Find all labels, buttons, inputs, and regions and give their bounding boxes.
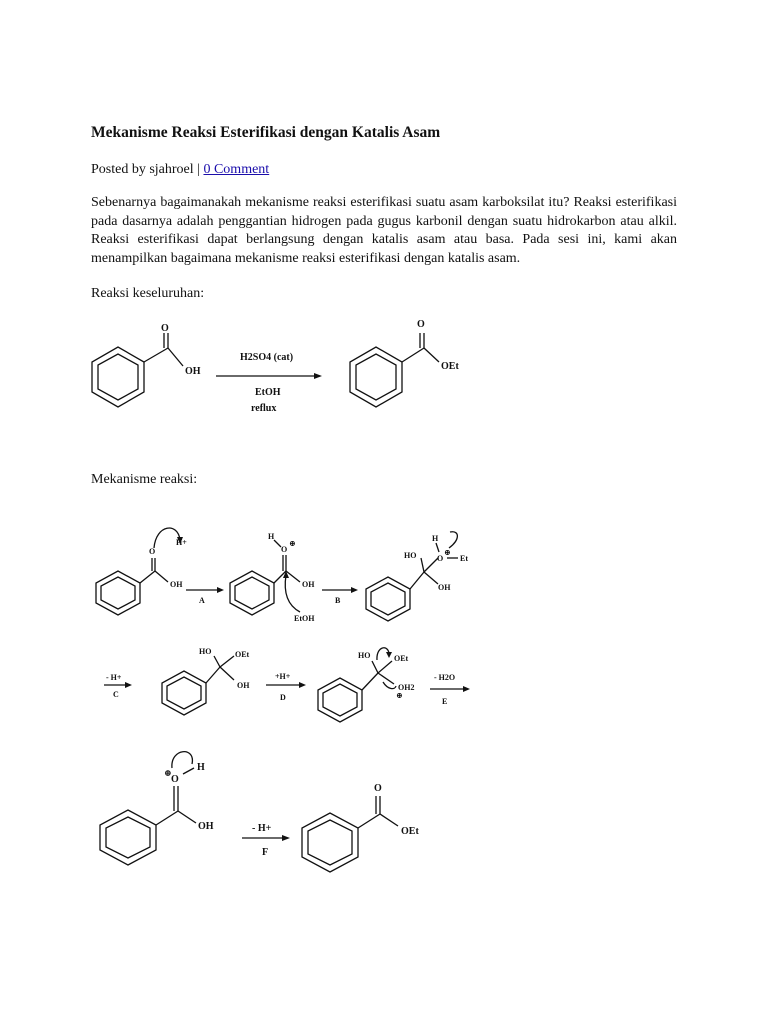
mech-structure-7 — [302, 783, 419, 872]
mech4-oet: OEt — [235, 650, 250, 659]
arrow-d — [266, 672, 306, 702]
mech3-oh: OH — [438, 583, 451, 592]
mech2-etoh: EtOH — [294, 614, 315, 623]
product-o: O — [417, 319, 425, 330]
arrow-f-label: F — [262, 847, 269, 858]
reactant-oh: OH — [185, 366, 201, 377]
mech6-oh: OH — [198, 821, 214, 832]
mech1-o: O — [149, 547, 156, 556]
mech6-o: O — [171, 774, 179, 785]
mech-structure-4 — [162, 647, 250, 715]
mech-structure-2 — [230, 532, 315, 623]
mech5-ho: HO — [358, 651, 371, 660]
product-oet: OEt — [441, 361, 459, 372]
mech-structure-1 — [96, 528, 187, 615]
reagent-mid: EtOH — [255, 387, 281, 398]
mech3-et: Et — [460, 554, 468, 563]
arrow-a-label: A — [199, 596, 205, 605]
mech1-hplus: H+ — [176, 538, 187, 547]
article-title: Mekanisme Reaksi Esterifikasi dengan Katalis Asam — [91, 124, 441, 141]
mech2-oh: OH — [302, 580, 315, 589]
mech3-o: O — [437, 554, 444, 563]
mech-structure-6 — [100, 752, 214, 865]
arrow-e — [430, 673, 470, 706]
arrow-b-label: B — [335, 596, 341, 605]
mech1-oh: OH — [170, 580, 183, 589]
arrow-c — [104, 673, 132, 699]
mech4-ho: HO — [199, 647, 212, 656]
mech4-oh: OH — [237, 681, 250, 690]
overall-reaction-label: Reaksi keseluruhan: — [91, 286, 205, 301]
arrow-d-top: +H+ — [275, 672, 291, 681]
mechanism-label: Mekanisme reaksi: — [91, 472, 198, 487]
arrow-b — [322, 587, 358, 605]
arrow-c-label: C — [113, 690, 119, 699]
arrow-d-label: D — [280, 693, 286, 702]
arrow-f-top: - H+ — [252, 823, 272, 834]
mech2-h: H — [268, 532, 275, 541]
mech5-oh2: OH2 — [398, 683, 415, 692]
mech2-plus: ⊕ — [289, 539, 296, 548]
comment-link[interactable]: 0 Comment — [203, 162, 270, 177]
mech5-plus: ⊕ — [396, 691, 403, 700]
mech5-oet: OEt — [394, 654, 409, 663]
reagent-bottom: reflux — [251, 403, 277, 414]
arrow-f — [242, 823, 290, 858]
arrow-e-top: - H2O — [434, 673, 456, 682]
mech6-plus: ⊕ — [164, 768, 172, 778]
arrow-e-label: E — [442, 697, 448, 706]
mech2-o: O — [281, 545, 288, 554]
arrow-a — [186, 587, 224, 605]
mech-structure-5 — [318, 648, 414, 722]
mech6-h: H — [197, 762, 205, 773]
intro-paragraph: Sebenarnya bagaimanakah mekanisme reaksi esterifikasi suatu asam karboksilat itu? Reaksi esterifikasi pada dasarnya adalah penggantian hidrogen pada gugus karbonil dengan suatu hidrokarbon atau alkil. Reaksi esterifikasi dapat berlangsung dengan katalis asam atau basa. Pada sesi ini, kami akan menampilkan bagaimana mekanisme reaksi esterifikasi dengan katalis asam. — [91, 195, 677, 266]
reactant-o: O — [161, 323, 169, 334]
mech-structure-3 — [366, 532, 468, 621]
byline-author: Posted by sjahroel | — [91, 162, 204, 177]
mech3-ho: HO — [404, 551, 417, 560]
mech3-h: H — [432, 534, 439, 543]
mech7-o: O — [374, 783, 382, 794]
reagent-top: H2SO4 (cat) — [240, 352, 294, 363]
arrow-c-top: - H+ — [106, 673, 122, 682]
mech7-oet: OEt — [401, 826, 419, 837]
mech3-plus: ⊕ — [444, 548, 451, 557]
